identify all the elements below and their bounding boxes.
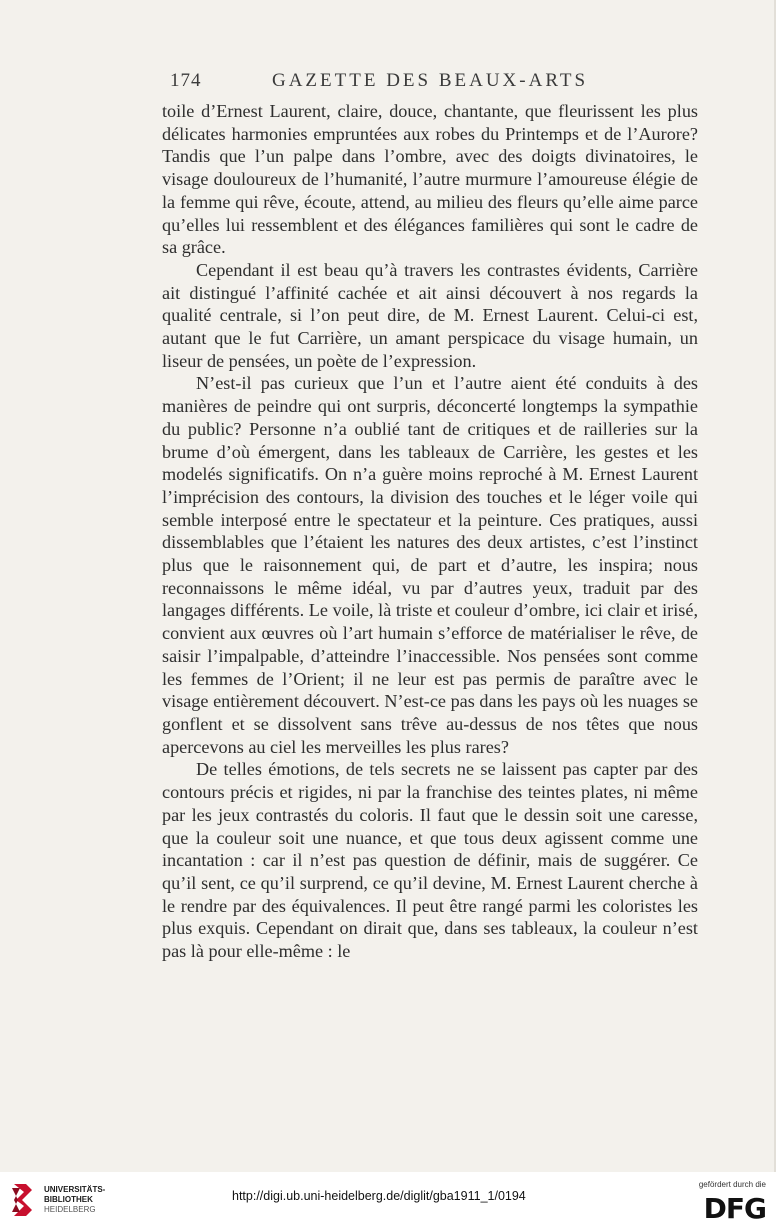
article-body <box>162 100 698 963</box>
library-name-line: UNIVERSITÄTS- <box>44 1185 106 1194</box>
digitization-footer <box>0 1172 776 1228</box>
library-name-line: BIBLIOTHEK <box>44 1195 93 1204</box>
sponsor-tagline: gefördert durch die <box>698 1180 766 1189</box>
paragraph: Cependant il est beau qu’à travers les contrastes évidents, Carrière ait distingué l’affinité cachée et ait ainsi découvert à nos regards la qualité centrale, si l’on peut dire, de M. Ernest Laurent. Celui-ci est, autant que le fut Carrière, un amant perspicace du visage humain, un liseur de pensées, un poète de l’expression. <box>162 259 698 371</box>
dfg-logo: DFG <box>703 1192 766 1225</box>
page-header <box>160 70 700 96</box>
permalink[interactable]: http://digi.ub.uni-heidelberg.de/diglit/gba1911_1/0194 <box>232 1189 526 1203</box>
university-library-logo-icon <box>8 1180 38 1220</box>
page-number: 174 <box>170 70 202 91</box>
paragraph: N’est-il pas curieux que l’un et l’autre aient été conduits à des manières de peindre qui ont surpris, déconcerté longtemps la sympathie du public? Personne n’a oublié tant de critiques et de railleries sur la brume d’où émergent, dans les tableaux de Carrière, les gestes et les modelés significatifs. On n’a guère moins reproché à M. Ernest Laurent l’imprécision des contours, la division des touches et le léger voile qui semble interposé entre le spectateur et la peinture. Ces pratiques, aussi dissemblables que l’étaient les natures des deux artistes, c’est l’instinct plus que le raisonnement qui, de part et d’autre, les inspira; nous reconnaissons le même idéal, vu par d’autres yeux, traduit par des langages différents. Le voile, là triste et couleur d’ombre, ici clair et irisé, convient aux œuvres où l’art humain s’efforce de matérialiser le rêve, de saisir l’impalpable, d’atteindre l’inaccessible. Nos pensées sont comme les femmes de l’Orient; il ne leur est pas permis de paraître avec le visage entièrement découvert. N’est-ce pas dans les pays où les nuages se gonflent et se dissolvent sans trêve au-dessus de nos têtes que nous apercevons au ciel les merveilles les plus rares? <box>162 373 698 757</box>
paragraph: toile d’Ernest Laurent, claire, douce, chantante, que fleurissent les plus délicates harmonies empruntées aux robes du Printemps et de l’Aurore? Tandis que l’un palpe dans l’ombre, avec des doigts divinatoires, le visage douloureux de l’humanité, l’autre murmure l’amoureuse élégie de la femme qui rêve, écoute, attend, au milieu des fleurs qu’elle aime parce qu’elles lui ressemblent et des élégances familières qui sont le cadre de sa grâce. <box>162 101 698 258</box>
library-name-line: HEIDELBERG <box>44 1205 96 1214</box>
paragraph: De telles émotions, de tels secrets ne se laissent pas capter par des contours précis et rigides, ni par la franchise des teintes plates, ni même par les jeux contrastés du coloris. Il faut que le dessin soit une caresse, que la couleur soit une nuance, et que tous deux agissent comme une incantation : car il n’est pas question de définir, mais de suggérer. Ce qu’il sent, ce qu’il surprend, ce qu’il devine, M. Ernest Laurent cherche à le rendre par des équivalences. Il peut être rangé parmi les coloristes les plus exquis. Cependant on dirait que, dans ses tableaux, la couleur n’est pas là pour elle-même : le <box>162 759 698 962</box>
library-name <box>44 1185 105 1215</box>
running-title: GAZETTE DES BEAUX-ARTS <box>271 70 589 91</box>
